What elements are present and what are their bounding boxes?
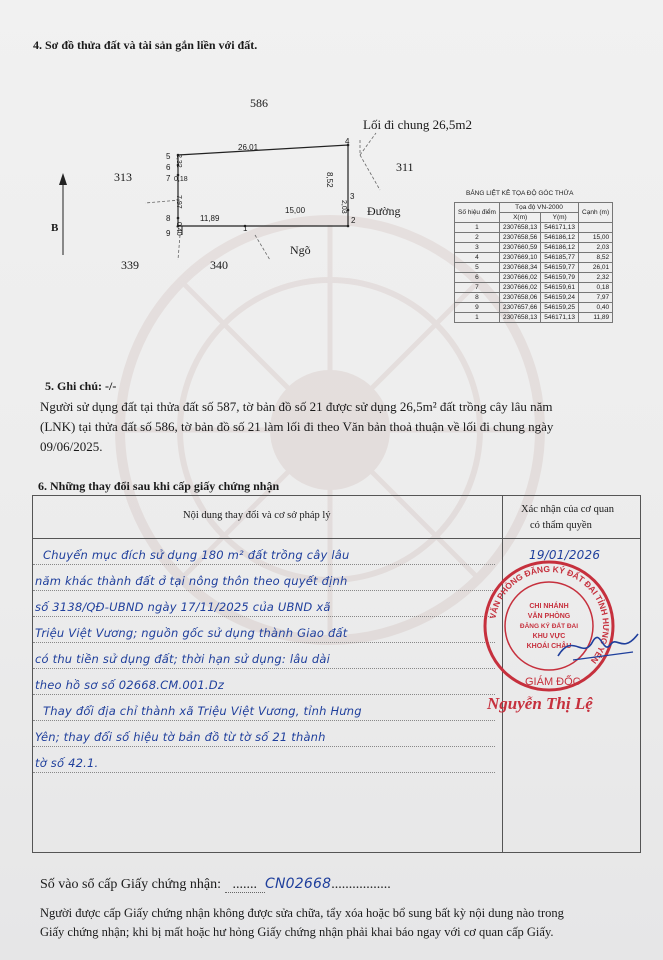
- hand-line-3: số 3138/QĐ-UBND ngày 17/11/2025 của UBND xã: [35, 600, 331, 614]
- coord-cell: 2307666,02: [499, 273, 540, 283]
- coord-col-x: X(m): [499, 213, 540, 223]
- coord-cell: 2307658,06: [499, 293, 540, 303]
- road-label: Đường: [367, 204, 401, 218]
- coord-cell: 6: [455, 273, 500, 283]
- coord-cell: 0,18: [579, 283, 613, 293]
- coord-cell: 11,89: [579, 313, 613, 323]
- coord-cell: 546159,77: [541, 263, 579, 273]
- coord-cell: 0,40: [579, 303, 613, 313]
- coord-row: [455, 313, 613, 323]
- confirmation-date: 19/01/2026: [529, 548, 601, 562]
- coord-cell: 2307668,34: [499, 263, 540, 273]
- north-label: B: [51, 222, 59, 234]
- seal-ring-text: VĂN PHÒNG ĐĂNG KÝ ĐẤT ĐAI TỈNH HƯNG YÊN: [487, 563, 612, 666]
- coord-cell: 546159,79: [541, 273, 579, 283]
- coord-cell: 2307658,13: [499, 223, 540, 233]
- coord-cell: 2307657,66: [499, 303, 540, 313]
- coord-cell: 2307660,59: [499, 243, 540, 253]
- coord-col-edge: Cạnh (m): [579, 203, 613, 223]
- coord-cell: 2,03: [579, 243, 613, 253]
- vertex-5: 5: [166, 152, 171, 161]
- coord-cell: 3: [455, 243, 500, 253]
- vertex-2: 2: [351, 216, 356, 225]
- coord-cell: 1: [455, 313, 500, 323]
- coord-row: [455, 273, 613, 283]
- coord-cell: 546185,77: [541, 253, 579, 263]
- section-6-title: 6. Những thay đổi sau khi cấp giấy chứng nhận: [38, 479, 280, 493]
- coord-row: [455, 233, 613, 243]
- seal-line-3: ĐĂNG KÝ ĐẤT ĐAI: [519, 623, 579, 630]
- coord-cell: 2,32: [579, 273, 613, 283]
- parcel-diagram: [30, 85, 440, 285]
- hand-line-7: Thay đổi địa chỉ thành xã Triệu Việt Vương, tỉnh Hưng: [43, 704, 362, 718]
- changes-table: [32, 495, 641, 853]
- coord-cell: 15,00: [579, 233, 613, 243]
- coord-cell: [579, 223, 613, 233]
- seal-line-1: CHI NHÁNH: [529, 603, 569, 610]
- parcel-339-label: 339: [121, 258, 139, 272]
- note-line-3: 09/06/2025.: [40, 439, 103, 454]
- coord-row: [455, 243, 613, 253]
- coord-row: [455, 263, 613, 273]
- coord-cell: 1: [455, 223, 500, 233]
- coord-cell: 7: [455, 283, 500, 293]
- signer-title: GIÁM ĐỐC: [525, 676, 581, 688]
- coord-cell: 2307669,10: [499, 253, 540, 263]
- parcel-340-label: 340: [210, 258, 228, 272]
- coord-cell: 546186,12: [541, 233, 579, 243]
- registry-number-label: Số vào sổ cấp Giấy chứng nhận:: [40, 877, 225, 892]
- coord-table-title: BẢNG LIỆT KÊ TỌA ĐỘ GÓC THỬA: [466, 190, 574, 197]
- signer-name: Nguyễn Thị Lệ: [487, 694, 593, 713]
- hand-line-4: Triệu Việt Vương; nguồn gốc sử dụng thành Giao đất: [35, 626, 348, 640]
- changes-col-confirm-header-1: Xác nhận của cơ quan: [521, 504, 615, 515]
- vertex-4: 4: [345, 137, 350, 146]
- registry-number-row: Số vào sổ cấp Giấy chứng nhận: ....... CN02668.................: [40, 876, 391, 892]
- coord-row: [455, 283, 613, 293]
- coord-cell: 8: [455, 293, 500, 303]
- coord-cell: 26,01: [579, 263, 613, 273]
- coord-cell: 2307658,13: [499, 313, 540, 323]
- coord-row: [455, 223, 613, 233]
- coord-cell: 9: [455, 303, 500, 313]
- changes-col-confirm-header-2: có thẩm quyền: [530, 520, 592, 531]
- common-path-label: Lối đi chung 26,5m2: [363, 117, 473, 132]
- hand-line-9: tờ số 42.1.: [35, 756, 99, 770]
- seal-line-2: VĂN PHÒNG: [527, 613, 571, 620]
- coord-cell: 2307666,02: [499, 283, 540, 293]
- coord-col-y: Y(m): [541, 213, 579, 223]
- edge-9-10-length: 0,40: [175, 222, 182, 236]
- edge-2-3-length: 2,03: [340, 200, 347, 214]
- section-5-title: 5. Ghi chú: -/-: [45, 379, 117, 393]
- signature-mark: [553, 626, 643, 666]
- vertex-8: 8: [166, 214, 171, 223]
- parcel-311-label: 311: [396, 160, 414, 174]
- vertex-9: 9: [166, 229, 171, 238]
- vertex-6: 6: [166, 163, 171, 172]
- coord-cell: 2: [455, 233, 500, 243]
- coord-col-vn2000: Tọa độ VN-2000: [499, 203, 578, 213]
- changes-table-header-line: [33, 538, 640, 539]
- alley-label: Ngõ: [290, 243, 311, 257]
- coord-cell: 5: [455, 263, 500, 273]
- coord-cell: 546159,25: [541, 303, 579, 313]
- footer-note-2: Giấy chứng nhận; khi bị mất hoặc hư hỏng Giấy chứng nhận phải khai báo ngay với cơ quan cấp Giấy.: [40, 925, 554, 939]
- coord-cell: 4: [455, 253, 500, 263]
- coord-cell: 546171,13: [541, 223, 579, 233]
- coord-row: [455, 303, 613, 313]
- seal-line-5: KHOÁI CHÂU: [526, 643, 572, 650]
- note-line-1: Người sử dụng đất tại thửa đất số 587, tờ bản đồ số 21 được sử dụng 26,5m² đất trồng cây lâu năm: [40, 399, 553, 414]
- coord-row: [455, 253, 613, 263]
- parcel-313-label: 313: [114, 170, 132, 184]
- coord-row: [455, 293, 613, 303]
- coord-cell: 546171,13: [541, 313, 579, 323]
- edge-4-5-length: 26,01: [238, 143, 259, 152]
- vertex-7: 7: [166, 174, 171, 183]
- coord-cell: 546159,24: [541, 293, 579, 303]
- hand-line-5: có thu tiền sử dụng đất; thời hạn sử dụng: lâu dài: [35, 652, 330, 666]
- coord-col-point: Số hiệu điểm: [455, 203, 500, 223]
- edge-5-6-length: 2,32: [175, 154, 182, 168]
- changes-col-content-header: Nội dung thay đổi và cơ sở pháp lý: [183, 510, 331, 521]
- edge-6-7-length: 0,18: [174, 176, 188, 183]
- footer-note-1: Người được cấp Giấy chứng nhận không được sửa chữa, tẩy xóa hoặc bổ sung bất kỳ nội dung nào trong: [40, 906, 564, 920]
- edge-8-9-length: 7,97: [175, 195, 182, 209]
- coord-cell: 546186,12: [541, 243, 579, 253]
- edge-3-4-length: 8,52: [325, 172, 334, 188]
- seal-line-4: KHU VỰC: [532, 633, 566, 640]
- hand-line-8: Yên; thay đổi số hiệu tờ bản đồ từ tờ số 21 thành: [35, 730, 326, 744]
- hand-line-6: theo hồ sơ số 02668.CM.001.Dz: [35, 678, 225, 692]
- section-4-title: 4. Sơ đồ thửa đất và tài sản gắn liền với đất.: [33, 38, 258, 52]
- hand-line-2: năm khác thành đất ở tại nông thôn theo quyết định: [35, 574, 348, 588]
- hand-line-1: Chuyển mục đích sử dụng 180 m² đất trồng cây lâu: [43, 548, 350, 562]
- coord-cell: 8,52: [579, 253, 613, 263]
- coord-cell: 7,97: [579, 293, 613, 303]
- coord-table: [454, 202, 613, 323]
- registry-number-value: CN02668: [265, 876, 332, 892]
- coord-cell: 546159,61: [541, 283, 579, 293]
- edge-1-2-length: 15,00: [285, 206, 306, 215]
- note-line-2: (LNK) tại thửa đất số 586, tờ bản đồ số 21 làm lối đi theo Văn bản thoả thuận về lối đi chung ngày: [40, 419, 554, 434]
- edge-9-1-length: 11,89: [200, 214, 220, 223]
- coord-cell: 2307658,56: [499, 233, 540, 243]
- vertex-3: 3: [350, 192, 355, 201]
- vertex-1: 1: [243, 224, 248, 233]
- parcel-586-label: 586: [250, 96, 268, 110]
